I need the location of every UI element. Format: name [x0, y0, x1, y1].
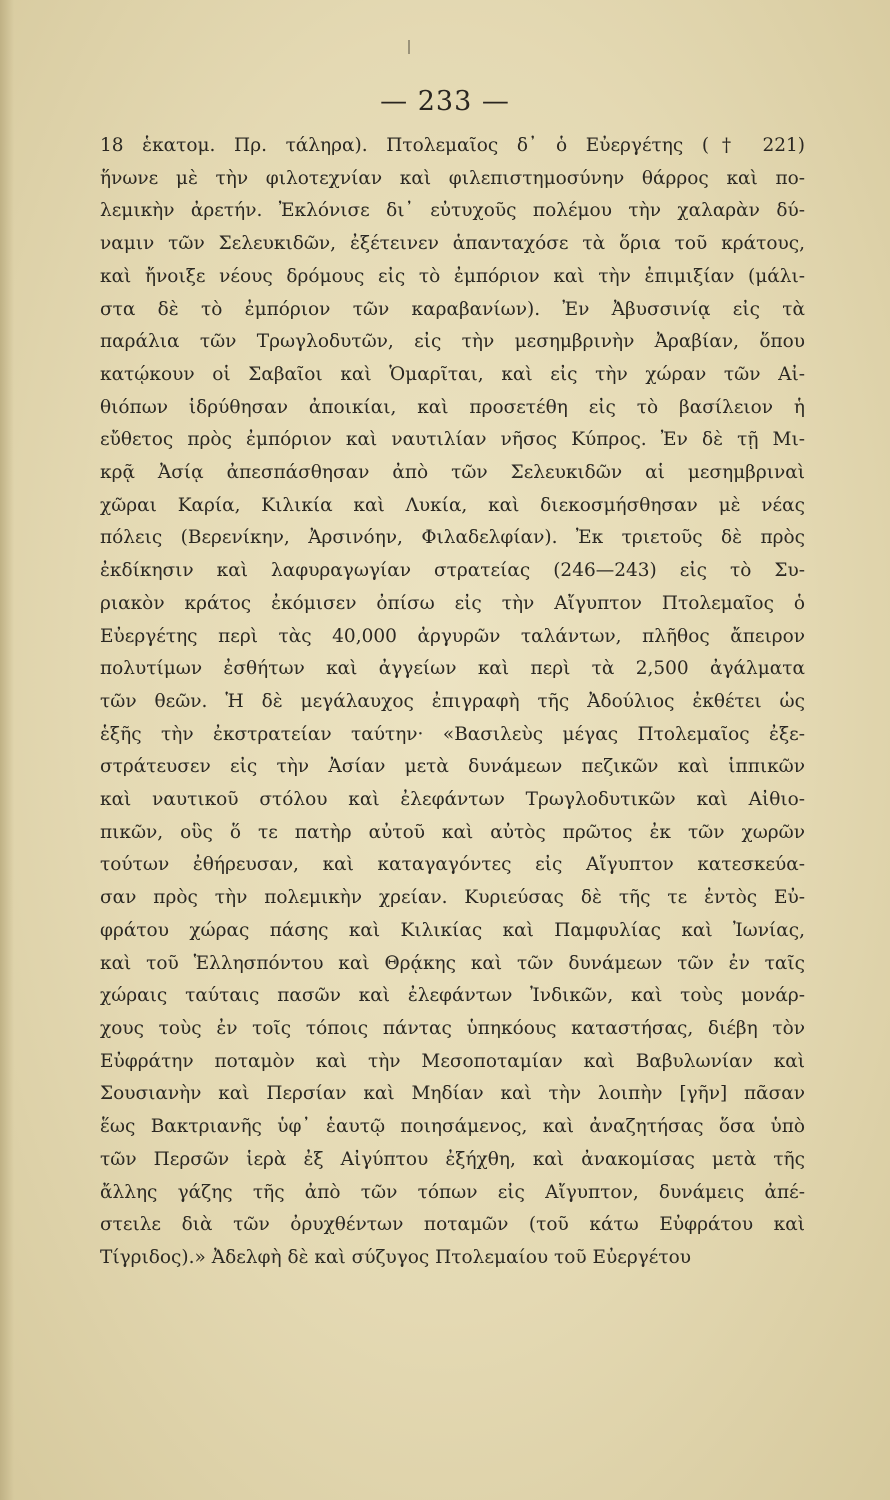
text-line: εὔθετος πρὸς ἐμπόριον καὶ ναυτιλίαν νῆσος Κύπρος. Ἐν δὲ τῇ Μι-: [100, 429, 805, 451]
text-line: πολυτίμων ἐσθήτων καὶ ἀγγείων καὶ περὶ τὰ 2,500 ἀγάλματα: [100, 658, 805, 680]
text-line: σαν πρὸς τὴν πολεμικὴν χρείαν. Κυριεύσας δὲ τῆς τε ἐντὸς Εὐ-: [100, 887, 805, 909]
text-line: καὶ τοῦ Ἑλλησπόντου καὶ Θρᾴκης καὶ τῶν δυνάμεων τῶν ἐν ταῖς: [100, 952, 805, 974]
page-number: — 233 —: [380, 86, 510, 117]
text-line: καὶ ἤνοιξε νέους δρόμους εἰς τὸ ἐμπόριον καὶ τὴν ἐπιμιξίαν (μάλι-: [100, 265, 805, 287]
text-line: πόλεις (Βερενίκην, Ἀρσινόην, Φιλαδελφίαν). Ἐκ τριετοῦς δὲ πρὸς: [100, 527, 805, 549]
text-line: κρᾷ Ἀσίᾳ ἀπεσπάσθησαν ἀπὸ τῶν Σελευκιδῶν αἱ μεσημβριναὶ: [100, 462, 805, 484]
page-gutter-shadow: [0, 0, 14, 1500]
text-line: λεμικὴν ἀρετήν. Ἐκλόνισε δι᾽ εὐτυχοῦς πολέμου τὴν χαλαρὰν δύ-: [100, 200, 805, 222]
text-line: στα δὲ τὸ ἐμπόριον τῶν καραβανίων). Ἐν Ἀβυσσινίᾳ εἰς τὰ: [100, 298, 805, 320]
text-line: θιόπων ἱδρύθησαν ἀποικίαι, καὶ προσετέθη εἰς τὸ βασίλειον ἡ: [100, 396, 805, 418]
body-text: [100, 130, 805, 1275]
text-line: ἐκδίκησιν καὶ λαφυραγωγίαν στρατείας (246—243) εἰς τὸ Συ-: [100, 560, 805, 582]
text-line: καὶ ναυτικοῦ στόλου καὶ ἐλεφάντων Τρωγλοδυτικῶν καὶ Αἰθιο-: [100, 789, 805, 811]
text-line: ἑξῆς τὴν ἐκστρατείαν ταύτην· «Βασιλεὺς μέγας Πτολεμαῖος ἐξε-: [100, 723, 805, 745]
text-line: τῶν Περσῶν ἱερὰ ἐξ Αἰγύπτου ἐξήχθη, καὶ ἀνακομίσας μετὰ τῆς: [100, 1148, 805, 1170]
text-line: Εὐφράτην ποταμὸν καὶ τὴν Μεσοποταμίαν καὶ Βαβυλωνίαν καὶ: [100, 1050, 805, 1072]
text-line: στειλε διὰ τῶν ὀρυχθέντων ποταμῶν (τοῦ κάτω Εὐφράτου καὶ: [100, 1214, 805, 1236]
text-line: ἄλλης γάζης τῆς ἀπὸ τῶν τόπων εἰς Αἴγυπτον, δυνάμεις ἀπέ-: [100, 1181, 805, 1203]
text-line: παράλια τῶν Τρωγλοδυτῶν, εἰς τὴν μεσημβρινὴν Ἀραβίαν, ὅπου: [100, 331, 805, 353]
text-line: Σουσιανὴν καὶ Περσίαν καὶ Μηδίαν καὶ τὴν λοιπὴν [γῆν] πᾶσαν: [100, 1083, 805, 1105]
text-line: 18 ἑκατομ. Πρ. τάληρα). Πτολεμαῖος δ᾽ ὁ Εὐεργέτης († 221): [100, 135, 805, 156]
text-line: ἥνωνε μὲ τὴν φιλοτεχνίαν καὶ φιλεπιστημοσύνην θάρρος καὶ πο-: [100, 167, 805, 189]
text-line: κατῴκουν οἱ Σαβαῖοι καὶ Ὁμαρῖται, καὶ εἰς τὴν χώραν τῶν Αἰ-: [100, 363, 805, 385]
text-line: ριακὸν κράτος ἐκόμισεν ὀπίσω εἰς τὴν Αἴγυπτον Πτολεμαῖος ὁ: [100, 592, 805, 614]
text-line: χους τοὺς ἐν τοῖς τόποις πάντας ὑπηκόους καταστήσας, διέβη τὸν: [100, 1017, 805, 1039]
text-line: χώραις ταύταις πασῶν καὶ ἐλεφάντων Ἰνδικῶν, καὶ τοὺς μονάρ-: [100, 985, 805, 1007]
text-line: φράτου χώρας πάσης καὶ Κιλικίας καὶ Παμφυλίας καὶ Ἰωνίας,: [100, 919, 805, 941]
text-line: τῶν θεῶν. Ἡ δὲ μεγάλαυχος ἐπιγραφὴ τῆς Ἀδούλιος ἐκθέτει ὡς: [100, 690, 805, 712]
text-line: Τίγριδος).» Ἀδελφὴ δὲ καὶ σύζυγος Πτολεμαίου τοῦ Εὐεργέτου: [100, 1246, 691, 1268]
text-line: ἕως Βακτριανῆς ὑφ᾽ ἑαυτῷ ποιησάμενος, καὶ ἀναζητήσας ὅσα ὑπὸ: [100, 1116, 805, 1138]
text-line: Εὐεργέτης περὶ τὰς 40,000 ἀργυρῶν ταλάντων, πλῆθος ἄπειρον: [100, 625, 805, 647]
text-line: στράτευσεν εἰς τὴν Ἀσίαν μετὰ δυνάμεων πεζικῶν καὶ ἱππικῶν: [100, 756, 805, 778]
text-line: χῶραι Καρία, Κιλικία καὶ Λυκία, καὶ διεκοσμήσθησαν μὲ νέας: [100, 494, 805, 516]
text-line: τούτων ἐθήρευσαν, καὶ καταγαγόντες εἰς Αἴγυπτον κατεσκεύα-: [100, 854, 805, 876]
text-line: ναμιν τῶν Σελευκιδῶν, ἐξέτεινεν ἁπανταχόσε τὰ ὅρια τοῦ κράτους,: [100, 233, 805, 255]
text-line: πικῶν, οὓς ὅ τε πατὴρ αὐτοῦ καὶ αὐτὸς πρῶτος ἐκ τῶν χωρῶν: [100, 821, 805, 843]
printer-mark: [408, 40, 410, 54]
